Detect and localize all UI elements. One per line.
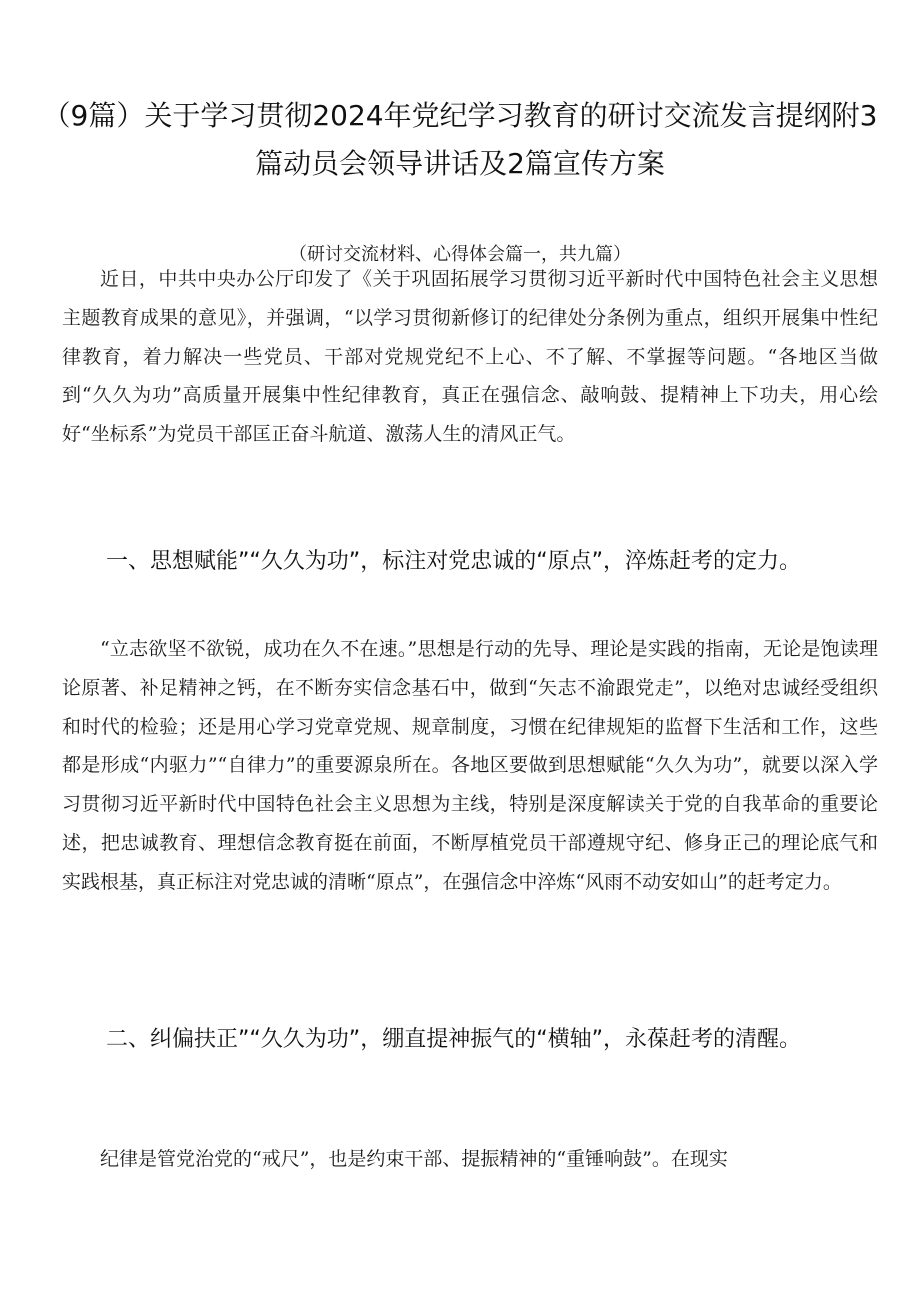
body-paragraph: “立志欲坚不欲锐，成功在久不在速。”思想是行动的先导、理论是实践的指南，无论是饱读理论原著、补足精神之钙，在不断夯实信念基石中，做到“矢志不渝跟党走”，以绝对忠诚经受组织和时代的检验；还是用心学习党章党规、规章制度，习惯在纪律规矩的监督下生活和工作，这些都是形成“内驱力”“自律力”的重要源泉所在。各地区要做到思想赋能“久久为功”，就要以深入学习贯彻习近平新时代中国特色社会主义思想为主线，特别是深度解读关于党的自我革命的重要论述，把忠诚教育、理想信念教育挺在前面，不断厚植党员干部遵规守纪、修身正己的理论底气和实践根基，真正标注对党忠诚的清晰“原点”，在强信念中淬炼“风雨不动安如山”的赶考定力。 [62,638,878,893]
document-title: （9篇）关于学习贯彻2024年党纪学习教育的研讨交流发言提纲附3篇动员会领导讲话及2篇宣传方案 [42,99,878,180]
document-subtitle: （研讨交流材料、心得体会篇一，共九篇） [289,244,631,265]
body-paragraph: 近日，中共中央办公厅印发了《关于巩固拓展学习贯彻习近平新时代中国特色社会主义思想主题教育成果的意见》，并强调，“以学习贯彻新修订的纪律处分条例为重点，组织开展集中性纪律教育，着力解决一些党员、干部对党规党纪不上心、不了解、不掌握等问题。“各地区当做到“久久为功”高质量开展集中性纪律教育，真正在强信念、敲响鼓、提精神上下功夫，用心绘好“坐标系”为党员干部匡正奋斗航道、激荡人生的清风正气。 [62,268,878,446]
section-heading: 二、纠偏扶正”“久久为功”，绷直提神振气的“横轴”，永葆赶考的清醒。 [106,1027,801,1052]
body-paragraph: 纪律是管党治党的“戒尺”，也是约束干部、提振精神的“重锤响鼓”。在现实 [100,1148,728,1170]
section-heading: 一、思想赋能”“久久为功”，标注对党忠诚的“原点”，淬炼赶考的定力。 [106,549,801,574]
